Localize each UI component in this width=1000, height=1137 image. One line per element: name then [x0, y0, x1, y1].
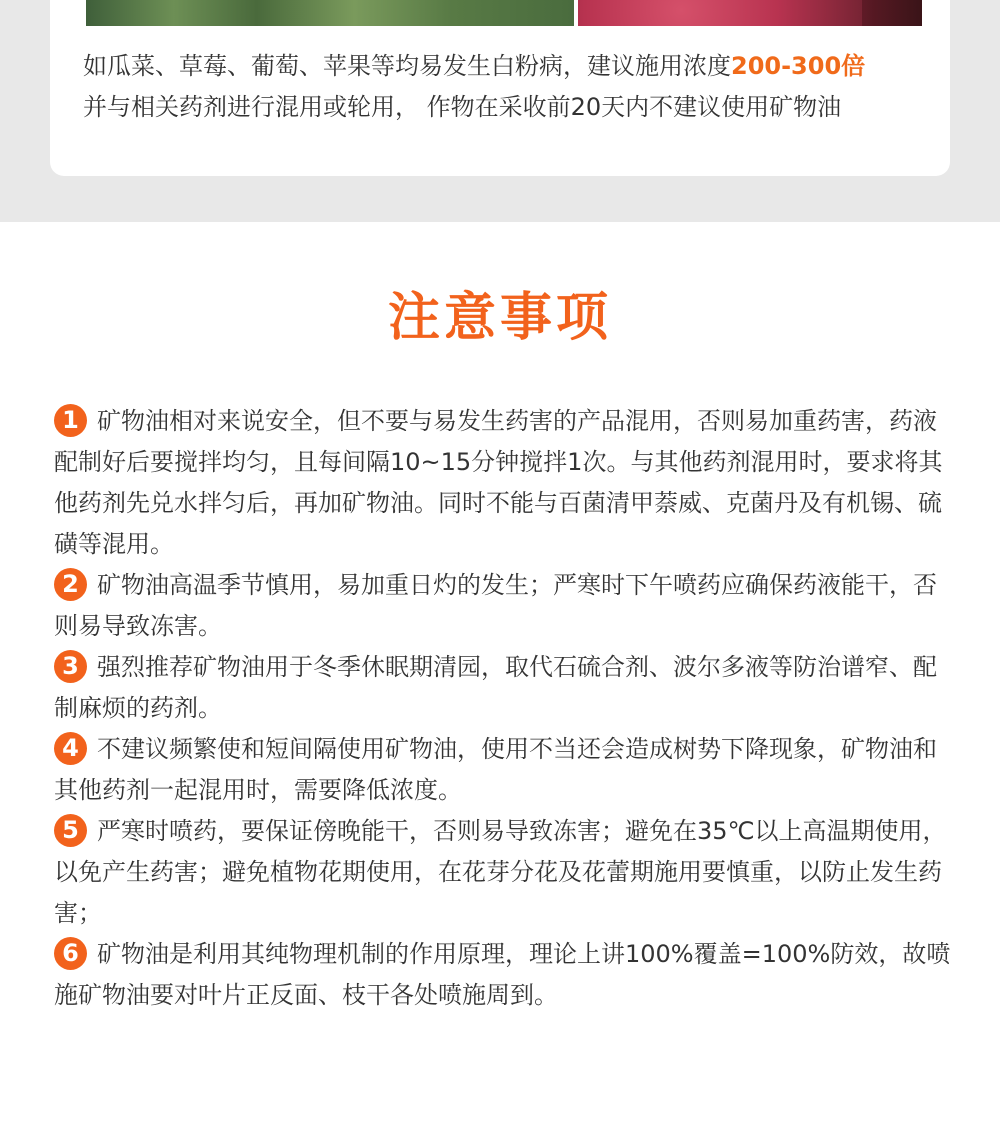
- precaution-item-3: [54, 647, 954, 729]
- number-badge-1: 1: [54, 404, 87, 437]
- precautions-list: [54, 401, 954, 1016]
- precaution-text-4: 不建议频繁使和短间隔使用矿物油，使用不当还会造成树势下降现象，矿物油和其他药剂一起混用时，需要降低浓度。: [54, 735, 937, 804]
- number-badge-4: 4: [54, 732, 87, 765]
- precaution-item-6: [54, 934, 954, 1016]
- usage-line-1-text: 如瓜菜、草莓、葡萄、苹果等均易发生白粉病，建议施用浓度: [83, 52, 731, 80]
- top-band: [0, 0, 1000, 222]
- section-title: 注意事项: [387, 288, 612, 348]
- precaution-item-4: [54, 729, 954, 811]
- number-badge-3: 3: [54, 650, 87, 683]
- precaution-item-5: [54, 811, 954, 934]
- usage-line-1: [83, 46, 943, 87]
- number-badge-5: 5: [54, 814, 87, 847]
- number-badge-2: 2: [54, 568, 87, 601]
- precaution-text-6: 矿物油是利用其纯物理机制的作用原理，理论上讲100%覆盖=100%防效，故喷施矿物油要对叶片正反面、枝干各处喷施周到。: [54, 940, 951, 1009]
- number-badge-6: 6: [54, 937, 87, 970]
- crop-photo-strip: [86, 0, 922, 26]
- precaution-text-1: 矿物油相对来说安全，但不要与易发生药害的产品混用，否则易加重药害，药液配制好后要搅拌均匀，且每间隔10~15分钟搅拌1次。与其他药剂混用时，要求将其他药剂先兑水拌匀后，再加矿物油。同时不能与百菌清甲萘威、克菌丹及有机锡、硫磺等混用。: [54, 407, 943, 558]
- precaution-text-5: 严寒时喷药，要保证傍晚能干，否则易导致冻害；避免在35℃以上高温期使用，以免产生药害；避免植物花期使用，在花芽分花及花蕾期施用要慎重，以防止发生药害；: [54, 817, 947, 927]
- concentration-highlight: 200-300倍: [731, 52, 866, 80]
- info-card: [50, 0, 950, 176]
- precaution-item-1: [54, 401, 954, 565]
- usage-description: [83, 46, 943, 128]
- strawberry-photo: [578, 0, 922, 26]
- precaution-item-2: [54, 565, 954, 647]
- precaution-text-2: 矿物油高温季节慎用，易加重日灼的发生；严寒时下午喷药应确保药液能干，否则易导致冻害。: [54, 571, 937, 640]
- leaf-photo: [86, 0, 574, 26]
- usage-line-2: 并与相关药剂进行混用或轮用， 作物在采收前20天内不建议使用矿物油: [83, 93, 842, 121]
- precaution-text-3: 强烈推荐矿物油用于冬季休眠期清园，取代石硫合剂、波尔多液等防治谱窄、配制麻烦的药剂。: [54, 653, 937, 722]
